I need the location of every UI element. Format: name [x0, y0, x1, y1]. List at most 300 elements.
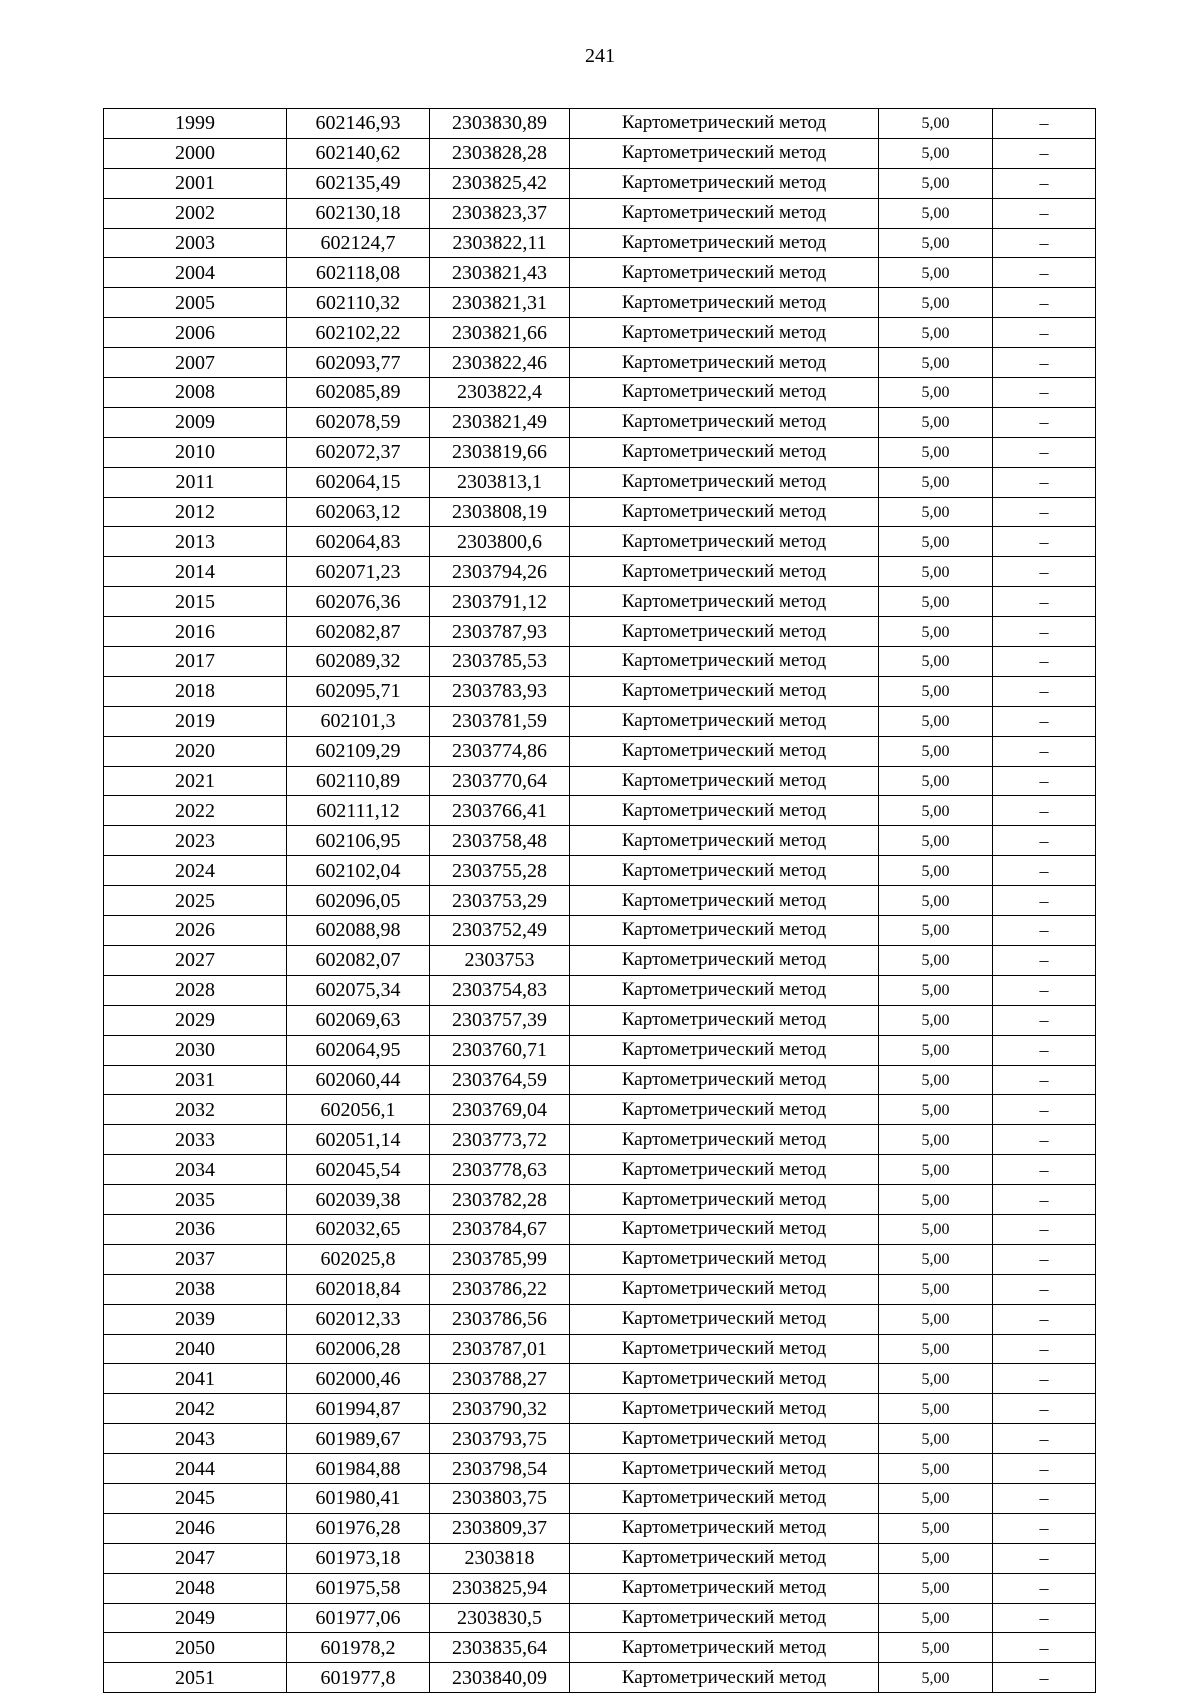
note-cell: –	[993, 198, 1096, 228]
x-coordinate-cell: 602096,05	[287, 886, 430, 916]
method-cell: Картометрический метод	[570, 676, 879, 706]
point-number-cell: 2025	[104, 886, 287, 916]
method-cell: Картометрический метод	[570, 617, 879, 647]
note-cell: –	[993, 1543, 1096, 1573]
note-cell: –	[993, 138, 1096, 168]
method-cell: Картометрический метод	[570, 527, 879, 557]
x-coordinate-cell: 602018,84	[287, 1274, 430, 1304]
point-number-cell: 2003	[104, 228, 287, 258]
point-number-cell: 2011	[104, 467, 287, 497]
point-number-cell: 2046	[104, 1513, 287, 1543]
point-number-cell: 2048	[104, 1573, 287, 1603]
accuracy-cell: 5,00	[879, 1095, 993, 1125]
table-row	[104, 198, 1096, 228]
note-cell: –	[993, 1155, 1096, 1185]
accuracy-cell: 5,00	[879, 975, 993, 1005]
accuracy-cell: 5,00	[879, 138, 993, 168]
note-cell: –	[993, 856, 1096, 886]
point-number-cell: 2001	[104, 168, 287, 198]
method-cell: Картометрический метод	[570, 1155, 879, 1185]
method-cell: Картометрический метод	[570, 1035, 879, 1065]
table-row	[104, 1394, 1096, 1424]
method-cell: Картометрический метод	[570, 168, 879, 198]
accuracy-cell: 5,00	[879, 587, 993, 617]
accuracy-cell: 5,00	[879, 1185, 993, 1215]
method-cell: Картометрический метод	[570, 1543, 879, 1573]
accuracy-cell: 5,00	[879, 437, 993, 467]
point-number-cell: 2009	[104, 407, 287, 437]
note-cell: –	[993, 1185, 1096, 1215]
method-cell: Картометрический метод	[570, 1364, 879, 1394]
accuracy-cell: 5,00	[879, 1633, 993, 1663]
y-coordinate-cell: 2303821,66	[430, 318, 570, 348]
point-number-cell: 2015	[104, 587, 287, 617]
y-coordinate-cell: 2303770,64	[430, 766, 570, 796]
table-row	[104, 228, 1096, 258]
table-row	[104, 1663, 1096, 1693]
x-coordinate-cell: 602000,46	[287, 1364, 430, 1394]
point-number-cell: 2014	[104, 557, 287, 587]
note-cell: –	[993, 348, 1096, 378]
table-row	[104, 1364, 1096, 1394]
y-coordinate-cell: 2303785,53	[430, 647, 570, 677]
x-coordinate-cell: 601984,88	[287, 1454, 430, 1484]
point-number-cell: 2004	[104, 258, 287, 288]
note-cell: –	[993, 467, 1096, 497]
table-row	[104, 109, 1096, 139]
accuracy-cell: 5,00	[879, 617, 993, 647]
note-cell: –	[993, 228, 1096, 258]
y-coordinate-cell: 2303773,72	[430, 1125, 570, 1155]
point-number-cell: 2049	[104, 1603, 287, 1633]
accuracy-cell: 5,00	[879, 497, 993, 527]
x-coordinate-cell: 602082,07	[287, 945, 430, 975]
y-coordinate-cell: 2303821,31	[430, 288, 570, 318]
y-coordinate-cell: 2303755,28	[430, 856, 570, 886]
y-coordinate-cell: 2303784,67	[430, 1214, 570, 1244]
y-coordinate-cell: 2303782,28	[430, 1185, 570, 1215]
note-cell: –	[993, 736, 1096, 766]
table-row	[104, 1573, 1096, 1603]
note-cell: –	[993, 1364, 1096, 1394]
y-coordinate-cell: 2303753,29	[430, 886, 570, 916]
y-coordinate-cell: 2303774,86	[430, 736, 570, 766]
note-cell: –	[993, 1214, 1096, 1244]
method-cell: Картометрический метод	[570, 1513, 879, 1543]
accuracy-cell: 5,00	[879, 1394, 993, 1424]
x-coordinate-cell: 602085,89	[287, 378, 430, 408]
x-coordinate-cell: 602064,15	[287, 467, 430, 497]
point-number-cell: 2045	[104, 1483, 287, 1513]
accuracy-cell: 5,00	[879, 945, 993, 975]
point-number-cell: 2017	[104, 647, 287, 677]
method-cell: Картометрический метод	[570, 1663, 879, 1693]
method-cell: Картометрический метод	[570, 318, 879, 348]
method-cell: Картометрический метод	[570, 1304, 879, 1334]
accuracy-cell: 5,00	[879, 1244, 993, 1274]
accuracy-cell: 5,00	[879, 168, 993, 198]
note-cell: –	[993, 497, 1096, 527]
point-number-cell: 2043	[104, 1424, 287, 1454]
x-coordinate-cell: 601989,67	[287, 1424, 430, 1454]
x-coordinate-cell: 602106,95	[287, 826, 430, 856]
method-cell: Картометрический метод	[570, 109, 879, 139]
x-coordinate-cell: 602075,34	[287, 975, 430, 1005]
method-cell: Картометрический метод	[570, 198, 879, 228]
note-cell: –	[993, 706, 1096, 736]
note-cell: –	[993, 407, 1096, 437]
x-coordinate-cell: 602078,59	[287, 407, 430, 437]
note-cell: –	[993, 527, 1096, 557]
note-cell: –	[993, 557, 1096, 587]
table-row	[104, 975, 1096, 1005]
note-cell: –	[993, 1244, 1096, 1274]
accuracy-cell: 5,00	[879, 198, 993, 228]
table-row	[104, 258, 1096, 288]
accuracy-cell: 5,00	[879, 228, 993, 258]
note-cell: –	[993, 975, 1096, 1005]
y-coordinate-cell: 2303785,99	[430, 1244, 570, 1274]
method-cell: Картометрический метод	[570, 258, 879, 288]
accuracy-cell: 5,00	[879, 467, 993, 497]
accuracy-cell: 5,00	[879, 1543, 993, 1573]
table-row	[104, 1483, 1096, 1513]
point-number-cell: 2032	[104, 1095, 287, 1125]
note-cell: –	[993, 1424, 1096, 1454]
note-cell: –	[993, 1513, 1096, 1543]
x-coordinate-cell: 602118,08	[287, 258, 430, 288]
method-cell: Картометрический метод	[570, 467, 879, 497]
table-row	[104, 1125, 1096, 1155]
point-number-cell: 2050	[104, 1633, 287, 1663]
x-coordinate-cell: 602060,44	[287, 1065, 430, 1095]
method-cell: Картометрический метод	[570, 1573, 879, 1603]
x-coordinate-cell: 602124,7	[287, 228, 430, 258]
x-coordinate-cell: 602110,89	[287, 766, 430, 796]
accuracy-cell: 5,00	[879, 766, 993, 796]
y-coordinate-cell: 2303783,93	[430, 676, 570, 706]
note-cell: –	[993, 1065, 1096, 1095]
x-coordinate-cell: 602135,49	[287, 168, 430, 198]
accuracy-cell: 5,00	[879, 527, 993, 557]
note-cell: –	[993, 826, 1096, 856]
x-coordinate-cell: 602082,87	[287, 617, 430, 647]
x-coordinate-cell: 602110,32	[287, 288, 430, 318]
method-cell: Картометрический метод	[570, 945, 879, 975]
method-cell: Картометрический метод	[570, 706, 879, 736]
x-coordinate-cell: 601977,8	[287, 1663, 430, 1693]
y-coordinate-cell: 2303786,22	[430, 1274, 570, 1304]
y-coordinate-cell: 2303790,32	[430, 1394, 570, 1424]
point-number-cell: 2038	[104, 1274, 287, 1304]
x-coordinate-cell: 602025,8	[287, 1244, 430, 1274]
accuracy-cell: 5,00	[879, 318, 993, 348]
x-coordinate-cell: 601976,28	[287, 1513, 430, 1543]
x-coordinate-cell: 602056,1	[287, 1095, 430, 1125]
method-cell: Картометрический метод	[570, 1603, 879, 1633]
x-coordinate-cell: 602039,38	[287, 1185, 430, 1215]
note-cell: –	[993, 437, 1096, 467]
table-row	[104, 886, 1096, 916]
table-row	[104, 527, 1096, 557]
note-cell: –	[993, 1483, 1096, 1513]
y-coordinate-cell: 2303798,54	[430, 1454, 570, 1484]
accuracy-cell: 5,00	[879, 796, 993, 826]
method-cell: Картометрический метод	[570, 1214, 879, 1244]
note-cell: –	[993, 945, 1096, 975]
method-cell: Картометрический метод	[570, 856, 879, 886]
method-cell: Картометрический метод	[570, 826, 879, 856]
point-number-cell: 2008	[104, 378, 287, 408]
method-cell: Картометрический метод	[570, 1633, 879, 1663]
note-cell: –	[993, 168, 1096, 198]
table-row	[104, 826, 1096, 856]
table-row	[104, 407, 1096, 437]
x-coordinate-cell: 602130,18	[287, 198, 430, 228]
method-cell: Картометрический метод	[570, 407, 879, 437]
note-cell: –	[993, 1573, 1096, 1603]
x-coordinate-cell: 601994,87	[287, 1394, 430, 1424]
y-coordinate-cell: 2303788,27	[430, 1364, 570, 1394]
x-coordinate-cell: 602095,71	[287, 676, 430, 706]
accuracy-cell: 5,00	[879, 1454, 993, 1484]
y-coordinate-cell: 2303825,94	[430, 1573, 570, 1603]
x-coordinate-cell: 602045,54	[287, 1155, 430, 1185]
point-number-cell: 2036	[104, 1214, 287, 1244]
note-cell: –	[993, 1394, 1096, 1424]
accuracy-cell: 5,00	[879, 736, 993, 766]
point-number-cell: 2030	[104, 1035, 287, 1065]
y-coordinate-cell: 2303754,83	[430, 975, 570, 1005]
accuracy-cell: 5,00	[879, 1005, 993, 1035]
table-row	[104, 766, 1096, 796]
method-cell: Картометрический метод	[570, 228, 879, 258]
y-coordinate-cell: 2303835,64	[430, 1633, 570, 1663]
table-row	[104, 497, 1096, 527]
table-row	[104, 796, 1096, 826]
accuracy-cell: 5,00	[879, 1304, 993, 1334]
accuracy-cell: 5,00	[879, 1155, 993, 1185]
x-coordinate-cell: 602140,62	[287, 138, 430, 168]
accuracy-cell: 5,00	[879, 1214, 993, 1244]
y-coordinate-cell: 2303822,4	[430, 378, 570, 408]
y-coordinate-cell: 2303813,1	[430, 467, 570, 497]
accuracy-cell: 5,00	[879, 288, 993, 318]
method-cell: Картометрический метод	[570, 916, 879, 946]
note-cell: –	[993, 1035, 1096, 1065]
y-coordinate-cell: 2303822,46	[430, 348, 570, 378]
point-number-cell: 2041	[104, 1364, 287, 1394]
page-number: 241	[585, 45, 615, 67]
y-coordinate-cell: 2303758,48	[430, 826, 570, 856]
accuracy-cell: 5,00	[879, 557, 993, 587]
point-number-cell: 2021	[104, 766, 287, 796]
table-row	[104, 617, 1096, 647]
y-coordinate-cell: 2303794,26	[430, 557, 570, 587]
table-row	[104, 348, 1096, 378]
note-cell: –	[993, 1633, 1096, 1663]
point-number-cell: 2000	[104, 138, 287, 168]
table-row	[104, 587, 1096, 617]
point-number-cell: 2039	[104, 1304, 287, 1334]
x-coordinate-cell: 602012,33	[287, 1304, 430, 1334]
y-coordinate-cell: 2303840,09	[430, 1663, 570, 1693]
y-coordinate-cell: 2303786,56	[430, 1304, 570, 1334]
table-row	[104, 706, 1096, 736]
x-coordinate-cell: 601977,06	[287, 1603, 430, 1633]
table-row	[104, 1095, 1096, 1125]
method-cell: Картометрический метод	[570, 886, 879, 916]
method-cell: Картометрический метод	[570, 1424, 879, 1454]
note-cell: –	[993, 378, 1096, 408]
table-row	[104, 138, 1096, 168]
note-cell: –	[993, 258, 1096, 288]
accuracy-cell: 5,00	[879, 706, 993, 736]
table-row	[104, 736, 1096, 766]
x-coordinate-cell: 602089,32	[287, 647, 430, 677]
point-number-cell: 2005	[104, 288, 287, 318]
y-coordinate-cell: 2303830,5	[430, 1603, 570, 1633]
method-cell: Картометрический метод	[570, 1005, 879, 1035]
x-coordinate-cell: 601975,58	[287, 1573, 430, 1603]
y-coordinate-cell: 2303822,11	[430, 228, 570, 258]
accuracy-cell: 5,00	[879, 1424, 993, 1454]
point-number-cell: 2013	[104, 527, 287, 557]
table-row	[104, 1424, 1096, 1454]
accuracy-cell: 5,00	[879, 1065, 993, 1095]
accuracy-cell: 5,00	[879, 1513, 993, 1543]
note-cell: –	[993, 916, 1096, 946]
accuracy-cell: 5,00	[879, 109, 993, 139]
point-number-cell: 2002	[104, 198, 287, 228]
note-cell: –	[993, 1274, 1096, 1304]
y-coordinate-cell: 2303787,01	[430, 1334, 570, 1364]
table-row	[104, 1214, 1096, 1244]
table-row	[104, 647, 1096, 677]
y-coordinate-cell: 2303793,75	[430, 1424, 570, 1454]
accuracy-cell: 5,00	[879, 1274, 993, 1304]
note-cell: –	[993, 676, 1096, 706]
y-coordinate-cell: 2303803,75	[430, 1483, 570, 1513]
note-cell: –	[993, 647, 1096, 677]
point-number-cell: 2034	[104, 1155, 287, 1185]
table-row	[104, 1274, 1096, 1304]
method-cell: Картометрический метод	[570, 497, 879, 527]
note-cell: –	[993, 1125, 1096, 1155]
x-coordinate-cell: 602032,65	[287, 1214, 430, 1244]
point-number-cell: 2006	[104, 318, 287, 348]
y-coordinate-cell: 2303800,6	[430, 527, 570, 557]
table-row	[104, 318, 1096, 348]
accuracy-cell: 5,00	[879, 378, 993, 408]
note-cell: –	[993, 1304, 1096, 1334]
accuracy-cell: 5,00	[879, 1663, 993, 1693]
x-coordinate-cell: 602093,77	[287, 348, 430, 378]
point-number-cell: 2033	[104, 1125, 287, 1155]
y-coordinate-cell: 2303809,37	[430, 1513, 570, 1543]
note-cell: –	[993, 318, 1096, 348]
method-cell: Картометрический метод	[570, 647, 879, 677]
point-number-cell: 2007	[104, 348, 287, 378]
x-coordinate-cell: 602064,83	[287, 527, 430, 557]
point-number-cell: 2029	[104, 1005, 287, 1035]
y-coordinate-cell: 2303757,39	[430, 1005, 570, 1035]
point-number-cell: 2016	[104, 617, 287, 647]
accuracy-cell: 5,00	[879, 676, 993, 706]
method-cell: Картометрический метод	[570, 138, 879, 168]
accuracy-cell: 5,00	[879, 647, 993, 677]
table-row	[104, 856, 1096, 886]
x-coordinate-cell: 602146,93	[287, 109, 430, 139]
table-row	[104, 916, 1096, 946]
point-number-cell: 2024	[104, 856, 287, 886]
point-number-cell: 2019	[104, 706, 287, 736]
y-coordinate-cell: 2303787,93	[430, 617, 570, 647]
table-row	[104, 676, 1096, 706]
y-coordinate-cell: 2303791,12	[430, 587, 570, 617]
accuracy-cell: 5,00	[879, 258, 993, 288]
y-coordinate-cell: 2303781,59	[430, 706, 570, 736]
x-coordinate-cell: 602076,36	[287, 587, 430, 617]
x-coordinate-cell: 602102,04	[287, 856, 430, 886]
point-number-cell: 2012	[104, 497, 287, 527]
table-row	[104, 168, 1096, 198]
note-cell: –	[993, 288, 1096, 318]
note-cell: –	[993, 109, 1096, 139]
table-row	[104, 557, 1096, 587]
method-cell: Картометрический метод	[570, 1483, 879, 1513]
table-row	[104, 1244, 1096, 1274]
method-cell: Картометрический метод	[570, 766, 879, 796]
accuracy-cell: 5,00	[879, 1334, 993, 1364]
table-row	[104, 1155, 1096, 1185]
table-row	[104, 1513, 1096, 1543]
table-row	[104, 1185, 1096, 1215]
point-number-cell: 2042	[104, 1394, 287, 1424]
method-cell: Картометрический метод	[570, 1095, 879, 1125]
table-row	[104, 437, 1096, 467]
x-coordinate-cell: 602072,37	[287, 437, 430, 467]
point-number-cell: 2020	[104, 736, 287, 766]
table-row	[104, 288, 1096, 318]
note-cell: –	[993, 1334, 1096, 1364]
accuracy-cell: 5,00	[879, 1364, 993, 1394]
table-row	[104, 1543, 1096, 1573]
x-coordinate-cell: 602102,22	[287, 318, 430, 348]
note-cell: –	[993, 1454, 1096, 1484]
table-row	[104, 1603, 1096, 1633]
point-number-cell: 2035	[104, 1185, 287, 1215]
accuracy-cell: 5,00	[879, 826, 993, 856]
x-coordinate-cell: 602101,3	[287, 706, 430, 736]
point-number-cell: 2026	[104, 916, 287, 946]
x-coordinate-cell: 602051,14	[287, 1125, 430, 1155]
y-coordinate-cell: 2303828,28	[430, 138, 570, 168]
table-row	[104, 1065, 1096, 1095]
table-row	[104, 378, 1096, 408]
y-coordinate-cell: 2303808,19	[430, 497, 570, 527]
table-row	[104, 467, 1096, 497]
point-number-cell: 2028	[104, 975, 287, 1005]
x-coordinate-cell: 602069,63	[287, 1005, 430, 1035]
accuracy-cell: 5,00	[879, 1035, 993, 1065]
note-cell: –	[993, 1603, 1096, 1633]
method-cell: Картометрический метод	[570, 1334, 879, 1364]
table-row	[104, 1633, 1096, 1663]
table-row	[104, 1304, 1096, 1334]
point-number-cell: 2023	[104, 826, 287, 856]
method-cell: Картометрический метод	[570, 437, 879, 467]
